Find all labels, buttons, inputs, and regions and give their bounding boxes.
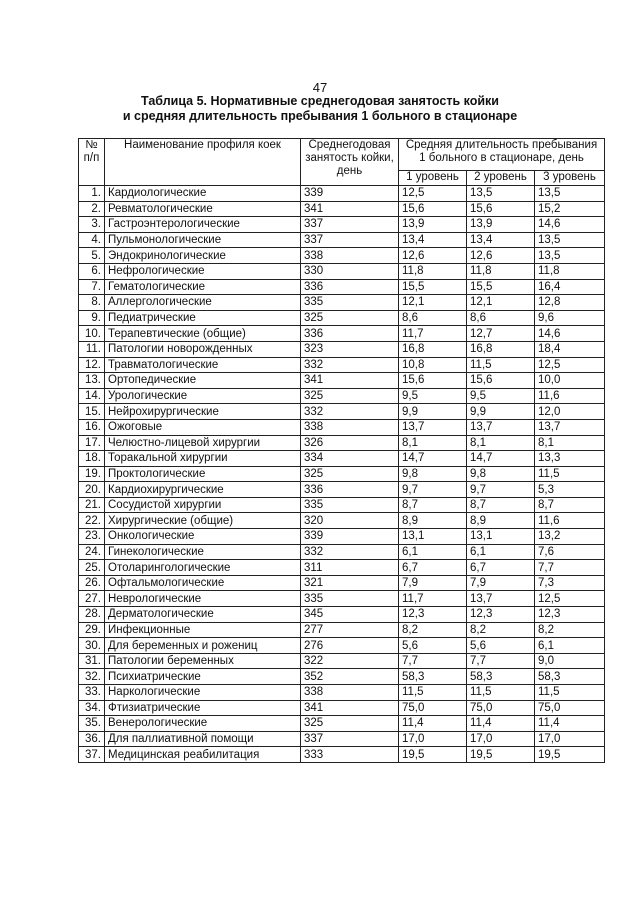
row-occupancy: 336 <box>301 482 399 498</box>
row-number: 7. <box>79 279 105 295</box>
row-level1: 11,5 <box>399 685 467 701</box>
row-name: Хирургические (общие) <box>105 513 301 529</box>
row-occupancy: 341 <box>301 201 399 217</box>
row-level3: 11,6 <box>535 513 605 529</box>
table-row <box>79 669 605 685</box>
row-level2: 13,1 <box>467 529 535 545</box>
row-occupancy: 341 <box>301 700 399 716</box>
row-level1: 8,2 <box>399 622 467 638</box>
row-name: Гастроэнтерологические <box>105 217 301 233</box>
row-level3: 19,5 <box>535 747 605 763</box>
row-level1: 13,1 <box>399 529 467 545</box>
table-row <box>79 404 605 420</box>
table-row <box>79 497 605 513</box>
row-level2: 11,8 <box>467 263 535 279</box>
table-row <box>79 326 605 342</box>
row-level1: 15,6 <box>399 201 467 217</box>
row-level3: 13,7 <box>535 419 605 435</box>
row-occupancy: 330 <box>301 263 399 279</box>
table-row <box>79 513 605 529</box>
row-level3: 5,3 <box>535 482 605 498</box>
page-number: 47 <box>312 80 328 95</box>
header-name: Наименование профиля коек <box>105 139 301 186</box>
row-number: 17. <box>79 435 105 451</box>
row-occupancy: 277 <box>301 622 399 638</box>
table-row <box>79 217 605 233</box>
row-level1: 9,9 <box>399 404 467 420</box>
row-level3: 15,2 <box>535 201 605 217</box>
row-level2: 12,3 <box>467 607 535 623</box>
row-occupancy: 338 <box>301 685 399 701</box>
row-name: Нейрохирургические <box>105 404 301 420</box>
row-name: Патологии новорожденных <box>105 341 301 357</box>
row-level3: 11,5 <box>535 685 605 701</box>
row-level2: 14,7 <box>467 451 535 467</box>
table-row <box>79 419 605 435</box>
row-number: 12. <box>79 357 105 373</box>
row-level3: 14,6 <box>535 217 605 233</box>
row-name: Инфекционные <box>105 622 301 638</box>
row-name: Психиатрические <box>105 669 301 685</box>
table-row <box>79 186 605 202</box>
row-level3: 13,2 <box>535 529 605 545</box>
row-level3: 7,6 <box>535 544 605 560</box>
row-occupancy: 325 <box>301 388 399 404</box>
row-level1: 7,9 <box>399 575 467 591</box>
row-level1: 19,5 <box>399 747 467 763</box>
row-number: 14. <box>79 388 105 404</box>
norms-table <box>78 138 605 763</box>
row-occupancy: 341 <box>301 373 399 389</box>
row-name: Терапевтические (общие) <box>105 326 301 342</box>
row-name: Фтизиатрические <box>105 700 301 716</box>
row-occupancy: 338 <box>301 419 399 435</box>
row-name: Ревматологические <box>105 201 301 217</box>
table-row <box>79 248 605 264</box>
table-row <box>79 388 605 404</box>
row-level2: 9,7 <box>467 482 535 498</box>
row-occupancy: 336 <box>301 279 399 295</box>
row-level1: 12,5 <box>399 186 467 202</box>
table-row <box>79 529 605 545</box>
row-occupancy: 332 <box>301 357 399 373</box>
row-level2: 13,4 <box>467 232 535 248</box>
row-level3: 12,3 <box>535 607 605 623</box>
row-occupancy: 276 <box>301 638 399 654</box>
row-level2: 6,7 <box>467 560 535 576</box>
table-title-line2: и средняя длительность пребывания 1 больного в стационаре <box>122 109 518 123</box>
row-number: 5. <box>79 248 105 264</box>
row-name: Отоларингологические <box>105 560 301 576</box>
row-level1: 7,7 <box>399 653 467 669</box>
row-level1: 8,1 <box>399 435 467 451</box>
row-level3: 17,0 <box>535 731 605 747</box>
row-level2: 9,9 <box>467 404 535 420</box>
row-level2: 58,3 <box>467 669 535 685</box>
row-name: Торакальной хирургии <box>105 451 301 467</box>
table-row <box>79 451 605 467</box>
row-level1: 11,7 <box>399 326 467 342</box>
header-duration: Средняя длительность пребывания 1 больного в стационаре, день <box>399 139 605 171</box>
row-name: Патологии беременных <box>105 653 301 669</box>
row-level2: 13,7 <box>467 419 535 435</box>
row-level2: 12,1 <box>467 295 535 311</box>
row-level3: 6,1 <box>535 638 605 654</box>
row-level3: 11,6 <box>535 388 605 404</box>
row-name: Ожоговые <box>105 419 301 435</box>
row-level3: 13,5 <box>535 248 605 264</box>
row-occupancy: 332 <box>301 404 399 420</box>
row-level1: 6,7 <box>399 560 467 576</box>
table-row <box>79 716 605 732</box>
row-number: 29. <box>79 622 105 638</box>
table-row <box>79 295 605 311</box>
row-number: 25. <box>79 560 105 576</box>
row-level1: 11,7 <box>399 591 467 607</box>
header-num: № п/п <box>79 139 105 186</box>
row-level2: 17,0 <box>467 731 535 747</box>
row-level1: 14,7 <box>399 451 467 467</box>
row-level1: 8,9 <box>399 513 467 529</box>
row-level1: 8,6 <box>399 310 467 326</box>
row-level3: 14,6 <box>535 326 605 342</box>
row-occupancy: 311 <box>301 560 399 576</box>
row-number: 23. <box>79 529 105 545</box>
row-number: 32. <box>79 669 105 685</box>
row-occupancy: 325 <box>301 310 399 326</box>
row-level3: 8,7 <box>535 497 605 513</box>
row-level3: 16,4 <box>535 279 605 295</box>
row-number: 24. <box>79 544 105 560</box>
row-level1: 17,0 <box>399 731 467 747</box>
row-number: 21. <box>79 497 105 513</box>
row-occupancy: 339 <box>301 186 399 202</box>
row-occupancy: 322 <box>301 653 399 669</box>
row-number: 2. <box>79 201 105 217</box>
row-level3: 11,4 <box>535 716 605 732</box>
row-name: Медицинская реабилитация <box>105 747 301 763</box>
row-level3: 12,5 <box>535 591 605 607</box>
row-level3: 8,1 <box>535 435 605 451</box>
row-level3: 13,3 <box>535 451 605 467</box>
table-title <box>0 94 640 124</box>
row-occupancy: 337 <box>301 217 399 233</box>
row-level1: 58,3 <box>399 669 467 685</box>
row-level1: 12,1 <box>399 295 467 311</box>
row-name: Пульмонологические <box>105 232 301 248</box>
table-row <box>79 653 605 669</box>
row-level3: 58,3 <box>535 669 605 685</box>
row-level1: 5,6 <box>399 638 467 654</box>
row-level3: 13,5 <box>535 232 605 248</box>
row-level2: 7,9 <box>467 575 535 591</box>
row-number: 13. <box>79 373 105 389</box>
row-level3: 11,5 <box>535 466 605 482</box>
row-occupancy: 335 <box>301 497 399 513</box>
header-level-2: 2 уровень <box>467 171 535 186</box>
row-level3: 18,4 <box>535 341 605 357</box>
row-level3: 12,5 <box>535 357 605 373</box>
row-level2: 16,8 <box>467 341 535 357</box>
table-body <box>79 186 605 763</box>
row-name: Челюстно-лицевой хирургии <box>105 435 301 451</box>
row-occupancy: 321 <box>301 575 399 591</box>
row-level2: 8,2 <box>467 622 535 638</box>
row-level1: 9,8 <box>399 466 467 482</box>
row-level2: 75,0 <box>467 700 535 716</box>
row-level3: 13,5 <box>535 186 605 202</box>
row-name: Сосудистой хирургии <box>105 497 301 513</box>
row-level2: 8,1 <box>467 435 535 451</box>
row-name: Гематологические <box>105 279 301 295</box>
table-row <box>79 607 605 623</box>
row-level1: 13,7 <box>399 419 467 435</box>
row-occupancy: 335 <box>301 295 399 311</box>
row-occupancy: 337 <box>301 731 399 747</box>
row-number: 35. <box>79 716 105 732</box>
row-occupancy: 339 <box>301 529 399 545</box>
row-number: 26. <box>79 575 105 591</box>
row-occupancy: 334 <box>301 451 399 467</box>
table-row <box>79 560 605 576</box>
row-level2: 9,8 <box>467 466 535 482</box>
row-level1: 13,4 <box>399 232 467 248</box>
row-name: Нефрологические <box>105 263 301 279</box>
row-level2: 8,9 <box>467 513 535 529</box>
row-level1: 12,3 <box>399 607 467 623</box>
row-number: 20. <box>79 482 105 498</box>
row-number: 15. <box>79 404 105 420</box>
row-number: 6. <box>79 263 105 279</box>
row-occupancy: 338 <box>301 248 399 264</box>
row-level2: 9,5 <box>467 388 535 404</box>
row-occupancy: 352 <box>301 669 399 685</box>
row-level3: 12,0 <box>535 404 605 420</box>
row-level2: 12,7 <box>467 326 535 342</box>
row-number: 4. <box>79 232 105 248</box>
table-row <box>79 575 605 591</box>
header-level-3: 3 уровень <box>535 171 605 186</box>
row-level1: 6,1 <box>399 544 467 560</box>
table-row <box>79 263 605 279</box>
row-occupancy: 335 <box>301 591 399 607</box>
row-level3: 7,7 <box>535 560 605 576</box>
row-number: 3. <box>79 217 105 233</box>
row-level3: 10,0 <box>535 373 605 389</box>
row-level2: 15,6 <box>467 373 535 389</box>
row-name: Дерматологические <box>105 607 301 623</box>
row-number: 10. <box>79 326 105 342</box>
row-name: Для паллиативной помощи <box>105 731 301 747</box>
row-name: Неврологические <box>105 591 301 607</box>
row-number: 37. <box>79 747 105 763</box>
row-occupancy: 337 <box>301 232 399 248</box>
row-number: 36. <box>79 731 105 747</box>
table-row <box>79 544 605 560</box>
row-name: Аллергологические <box>105 295 301 311</box>
row-number: 28. <box>79 607 105 623</box>
table-title-line1: Таблица 5. Нормативные среднегодовая занятость койки <box>141 94 499 108</box>
row-level1: 15,5 <box>399 279 467 295</box>
row-level3: 75,0 <box>535 700 605 716</box>
row-number: 27. <box>79 591 105 607</box>
table-row <box>79 310 605 326</box>
row-name: Наркологические <box>105 685 301 701</box>
table-row <box>79 341 605 357</box>
row-name: Венерологические <box>105 716 301 732</box>
row-level1: 11,8 <box>399 263 467 279</box>
row-level2: 11,5 <box>467 357 535 373</box>
row-name: Урологические <box>105 388 301 404</box>
row-name: Ортопедические <box>105 373 301 389</box>
row-number: 31. <box>79 653 105 669</box>
row-occupancy: 332 <box>301 544 399 560</box>
table-row <box>79 279 605 295</box>
row-level2: 13,9 <box>467 217 535 233</box>
row-level1: 75,0 <box>399 700 467 716</box>
row-occupancy: 345 <box>301 607 399 623</box>
row-number: 16. <box>79 419 105 435</box>
row-name: Для беременных и рожениц <box>105 638 301 654</box>
row-level3: 11,8 <box>535 263 605 279</box>
table-row <box>79 622 605 638</box>
row-level2: 8,7 <box>467 497 535 513</box>
row-level3: 12,8 <box>535 295 605 311</box>
row-name: Офтальмологические <box>105 575 301 591</box>
row-level2: 5,6 <box>467 638 535 654</box>
row-name: Кардиологические <box>105 186 301 202</box>
row-name: Гинекологические <box>105 544 301 560</box>
table-row <box>79 482 605 498</box>
row-level2: 12,6 <box>467 248 535 264</box>
row-occupancy: 323 <box>301 341 399 357</box>
row-level2: 7,7 <box>467 653 535 669</box>
row-level3: 7,3 <box>535 575 605 591</box>
table-row <box>79 700 605 716</box>
row-level1: 13,9 <box>399 217 467 233</box>
row-occupancy: 325 <box>301 466 399 482</box>
row-level1: 15,6 <box>399 373 467 389</box>
table-row <box>79 357 605 373</box>
row-number: 30. <box>79 638 105 654</box>
row-level2: 15,6 <box>467 201 535 217</box>
row-number: 33. <box>79 685 105 701</box>
row-name: Кардиохирургические <box>105 482 301 498</box>
row-name: Проктологические <box>105 466 301 482</box>
row-level2: 11,5 <box>467 685 535 701</box>
row-level1: 8,7 <box>399 497 467 513</box>
row-level2: 11,4 <box>467 716 535 732</box>
row-name: Эндокринологические <box>105 248 301 264</box>
row-level2: 6,1 <box>467 544 535 560</box>
row-level2: 8,6 <box>467 310 535 326</box>
row-occupancy: 320 <box>301 513 399 529</box>
row-number: 11. <box>79 341 105 357</box>
row-level1: 9,7 <box>399 482 467 498</box>
header-occupancy: Среднегодовая занятость койки, день <box>301 139 399 186</box>
row-level2: 13,7 <box>467 591 535 607</box>
row-level1: 11,4 <box>399 716 467 732</box>
row-number: 22. <box>79 513 105 529</box>
row-number: 9. <box>79 310 105 326</box>
table-row <box>79 731 605 747</box>
table-row <box>79 466 605 482</box>
row-number: 34. <box>79 700 105 716</box>
table-row <box>79 232 605 248</box>
row-name: Педиатрические <box>105 310 301 326</box>
row-occupancy: 326 <box>301 435 399 451</box>
row-occupancy: 333 <box>301 747 399 763</box>
row-occupancy: 336 <box>301 326 399 342</box>
table-row <box>79 638 605 654</box>
row-level1: 12,6 <box>399 248 467 264</box>
row-number: 18. <box>79 451 105 467</box>
row-level1: 10,8 <box>399 357 467 373</box>
row-level3: 8,2 <box>535 622 605 638</box>
row-level3: 9,0 <box>535 653 605 669</box>
row-occupancy: 325 <box>301 716 399 732</box>
row-name: Онкологические <box>105 529 301 545</box>
table-row <box>79 747 605 763</box>
row-level3: 9,6 <box>535 310 605 326</box>
row-level1: 9,5 <box>399 388 467 404</box>
row-level2: 15,5 <box>467 279 535 295</box>
row-level1: 16,8 <box>399 341 467 357</box>
table-row <box>79 373 605 389</box>
table-row <box>79 201 605 217</box>
row-name: Травматологические <box>105 357 301 373</box>
row-number: 19. <box>79 466 105 482</box>
row-level2: 19,5 <box>467 747 535 763</box>
row-number: 1. <box>79 186 105 202</box>
table-row <box>79 591 605 607</box>
header-level-1: 1 уровень <box>399 171 467 186</box>
table-row <box>79 685 605 701</box>
table-row <box>79 435 605 451</box>
row-level2: 13,5 <box>467 186 535 202</box>
row-number: 8. <box>79 295 105 311</box>
